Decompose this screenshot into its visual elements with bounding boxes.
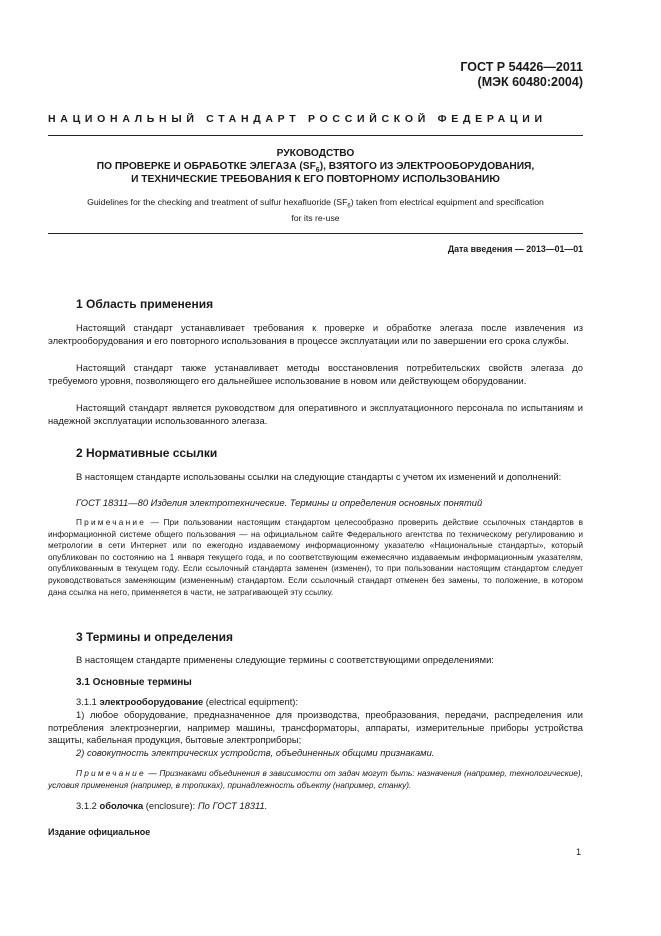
note-2-label: Примечание <box>76 768 146 778</box>
introduction-date: Дата введения — 2013—01—01 <box>447 244 583 254</box>
title-line-1: РУКОВОДСТВО <box>276 148 355 159</box>
section-1-paragraph-2 <box>48 362 583 387</box>
subsection-3-1-heading: 3.1 Основные термины <box>76 677 192 688</box>
official-edition-label: Издание официальное <box>48 827 151 837</box>
gost-number: ГОСТ Р 54426—2011 <box>460 60 583 74</box>
term-3-1-2-english: (enclosure): <box>143 800 198 811</box>
note-text: — При пользовании настоящим стандартом целесообразно проверить действие ссылочных стандартов в информационной системе общего пользования — на официальном сайте Федерального агентства по техническому регулированию и метрологии в сети Интернет или по ежегодно издаваемому информационному указателю «Национальные стандарты», который опубликован по состоянию на 1 января текущего года, и по соответствующим ежемесячно издаваемым информационным указателям, опубликованным в текущем году. Если ссылочный стандарта заменен (изменен), то при пользовании настоящим стандартом следует руководствоваться заменяющим (измененным) стандартом. Если ссылочный стандарт отменен без замены, то положение, в котором дана ссылка на него, применяется в части, не затрагивающей эту ссылку. <box>48 517 583 597</box>
english-subscript: 6 <box>347 203 351 210</box>
term-3-1-2-number: 3.1.2 <box>76 800 100 811</box>
definition-2-text: 2) совокупность электрических устройств, объединенных общими признаками. <box>76 747 435 758</box>
definition-1-text: 1) любое оборудование, предназначенное для производства, преобразования, передачи, распределения или потребления электроэнергии, например машины, трансформаторы, аппараты, измерительные приборы устройства защиты, кабельная продукция, бытовые электроприборы; <box>48 709 583 746</box>
term-3-1-1-definition-1 <box>48 709 583 747</box>
term-3-1-1-definition-2 <box>48 747 583 760</box>
section-2-note <box>48 517 583 598</box>
title-line-2-a: ПО ПРОВЕРКЕ И ОБРАБОТКЕ ЭЛЕГАЗА (SF <box>96 161 316 172</box>
top-rule <box>48 135 583 136</box>
s1-p2-text: Настоящий стандарт также устанавливает методы восстановления потребительских свойств элегаза до требуемого уровня, позволяющего его дальнейшее использование в новом или действующем оборудовании. <box>48 362 583 386</box>
normative-reference <box>48 497 583 510</box>
section-3-heading: 3 Термины и определения <box>76 630 234 644</box>
english-title <box>48 197 583 224</box>
term-3-1-1-name: электрооборудование <box>99 696 204 707</box>
term-3-1-1 <box>48 696 583 709</box>
page-number: 1 <box>575 847 581 857</box>
term-3-1-2-reference: По ГОСТ 18311. <box>197 800 268 811</box>
national-standard-banner: НАЦИОНАЛЬНЫЙ СТАНДАРТ РОССИЙСКОЙ ФЕДЕРАЦИИ <box>48 113 547 125</box>
s2-p1-text: В настоящем стандарте использованы ссылки на следующие стандарты с учетом их изменений и дополнений: <box>76 471 562 482</box>
section-1-paragraph-3 <box>48 402 583 427</box>
iec-number: (МЭК 60480:2004) <box>477 75 583 89</box>
s1-p3-text: Настоящий стандарт является руководством для оперативного и эксплуатационного персонала по испытаниям и надежной эксплуатации использованного элегаза. <box>48 402 583 426</box>
section-2-paragraph-1 <box>48 471 583 484</box>
s3-p1-text: В настоящем стандарте применены следующие термины с соответствующими определениями: <box>76 654 494 665</box>
term-3-1-1-note <box>48 768 583 791</box>
term-3-1-1-number: 3.1.1 <box>76 696 100 707</box>
title-line-3: И ТЕХНИЧЕСКИЕ ТРЕБОВАНИЯ К ЕГО ПОВТОРНОМУ ИСПОЛЬЗОВАНИЮ <box>131 174 500 185</box>
term-3-1-2-name: оболочка <box>99 800 144 811</box>
english-title-a: Guidelines for the checking and treatment of sulfur hexafluoride (SF <box>87 197 348 207</box>
term-3-1-1-english: (electrical equipment): <box>203 696 299 707</box>
section-1-heading: 1 Область применения <box>76 297 214 311</box>
title-subscript: 6 <box>315 167 320 175</box>
standard-designation <box>460 60 583 90</box>
section-1-paragraph-1 <box>48 322 583 347</box>
note-2-text: — Признаками объединения в зависимости от задач могут быть: назначения (например, технологические), условия применения (например, в тропиках), принадлежность объекту (например, станку). <box>48 768 583 790</box>
english-title-b: ) taken from electrical equipment and specification <box>350 197 544 207</box>
bottom-rule <box>48 233 583 234</box>
reference-text: ГОСТ 18311—80 Изделия электротехнические. Термины и определения основных понятий <box>76 497 483 508</box>
s1-p1-text: Настоящий стандарт устанавливает требования к проверке и обработке элегаза после извлечения из электрооборудования и его повторного использования в процессе эксплуатации или по завершении его срока службы. <box>48 322 583 346</box>
english-title-line-2: for its re-use <box>291 212 340 223</box>
note-label: Примечание <box>76 517 147 527</box>
section-3-paragraph-1 <box>48 654 583 667</box>
title-line-2-b: ), ВЗЯТОГО ИЗ ЭЛЕКТРООБОРУДОВАНИЯ, <box>319 161 535 172</box>
section-2-heading: 2 Нормативные ссылки <box>76 446 218 460</box>
english-title-line-1 <box>48 197 583 213</box>
term-3-1-2 <box>48 800 583 813</box>
